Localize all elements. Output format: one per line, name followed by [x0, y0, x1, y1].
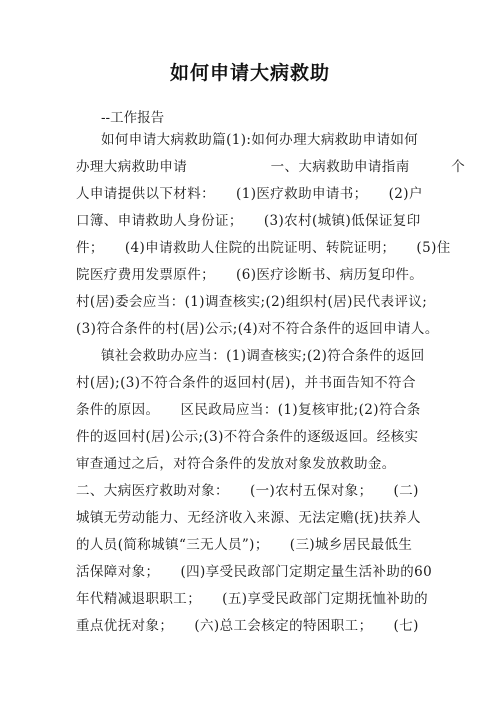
body-line: 审查通过之后，对符合条件的发放对象发放救助金。 — [76, 456, 396, 472]
body-line: 条件的原因。 区民政局应当：(1)复核审批;(2)符合条 — [76, 402, 421, 418]
body-line: 重点优抚对象； (六)总工会核定的特困职工； (七) — [76, 618, 419, 634]
body-line: (3)符合条件的村(居)公示;(4)对不符合条件的返回申请人。 — [76, 321, 439, 337]
body-line: 村(居);(3)不符合条件的返回村(居)，并书面告知不符合 — [76, 375, 416, 391]
body-line: 村(居)委会应当：(1)调查核实;(2)组织村(居)民代表评议; — [76, 294, 428, 310]
body-line: 如何申请大病救助篇(1):如何办理大病救助申请如何 — [101, 132, 419, 148]
body-line: 人申请提供以下材料： (1)医疗救助申请书； (2)户 — [76, 186, 423, 202]
body-line: 口簿、申请救助人身份证； (3)农村(城镇)低保证复印 — [76, 213, 421, 229]
body-line: 活保障对象； (四)享受民政部门定期定量生活补助的60 — [76, 564, 433, 580]
page-subtitle: --工作报告 — [101, 110, 165, 126]
body-line: 二、大病医疗救助对象： (一)农村五保对象； (二) — [76, 483, 419, 499]
body-line: 城镇无劳动能力、无经济收入来源、无法定赡(抚)扶养人 — [76, 510, 421, 526]
body-line: 件； (4)申请救助人住院的出院证明、转院证明； (5)住 — [76, 240, 451, 256]
page-title: 如何申请大病救助 — [169, 62, 330, 84]
body-line: 院医疗费用发票原件； (6)医疗诊断书、病历复印件。 — [76, 267, 424, 283]
body-line: 办理大病救助申请 一、大病救助申请指南 个 — [76, 159, 466, 175]
body-line: 的人员(简称城镇“三无人员”)； (三)城乡居民最低生 — [76, 537, 413, 553]
body-line: 镇社会救助办应当：(1)调查核实;(2)符合条件的返回 — [101, 348, 425, 364]
body-line: 件的返回村(居)公示;(3)不符合条件的逐级返回。经核实 — [76, 429, 419, 445]
body-line: 年代精减退职职工； (五)享受民政部门定期抚恤补助的 — [76, 591, 429, 607]
